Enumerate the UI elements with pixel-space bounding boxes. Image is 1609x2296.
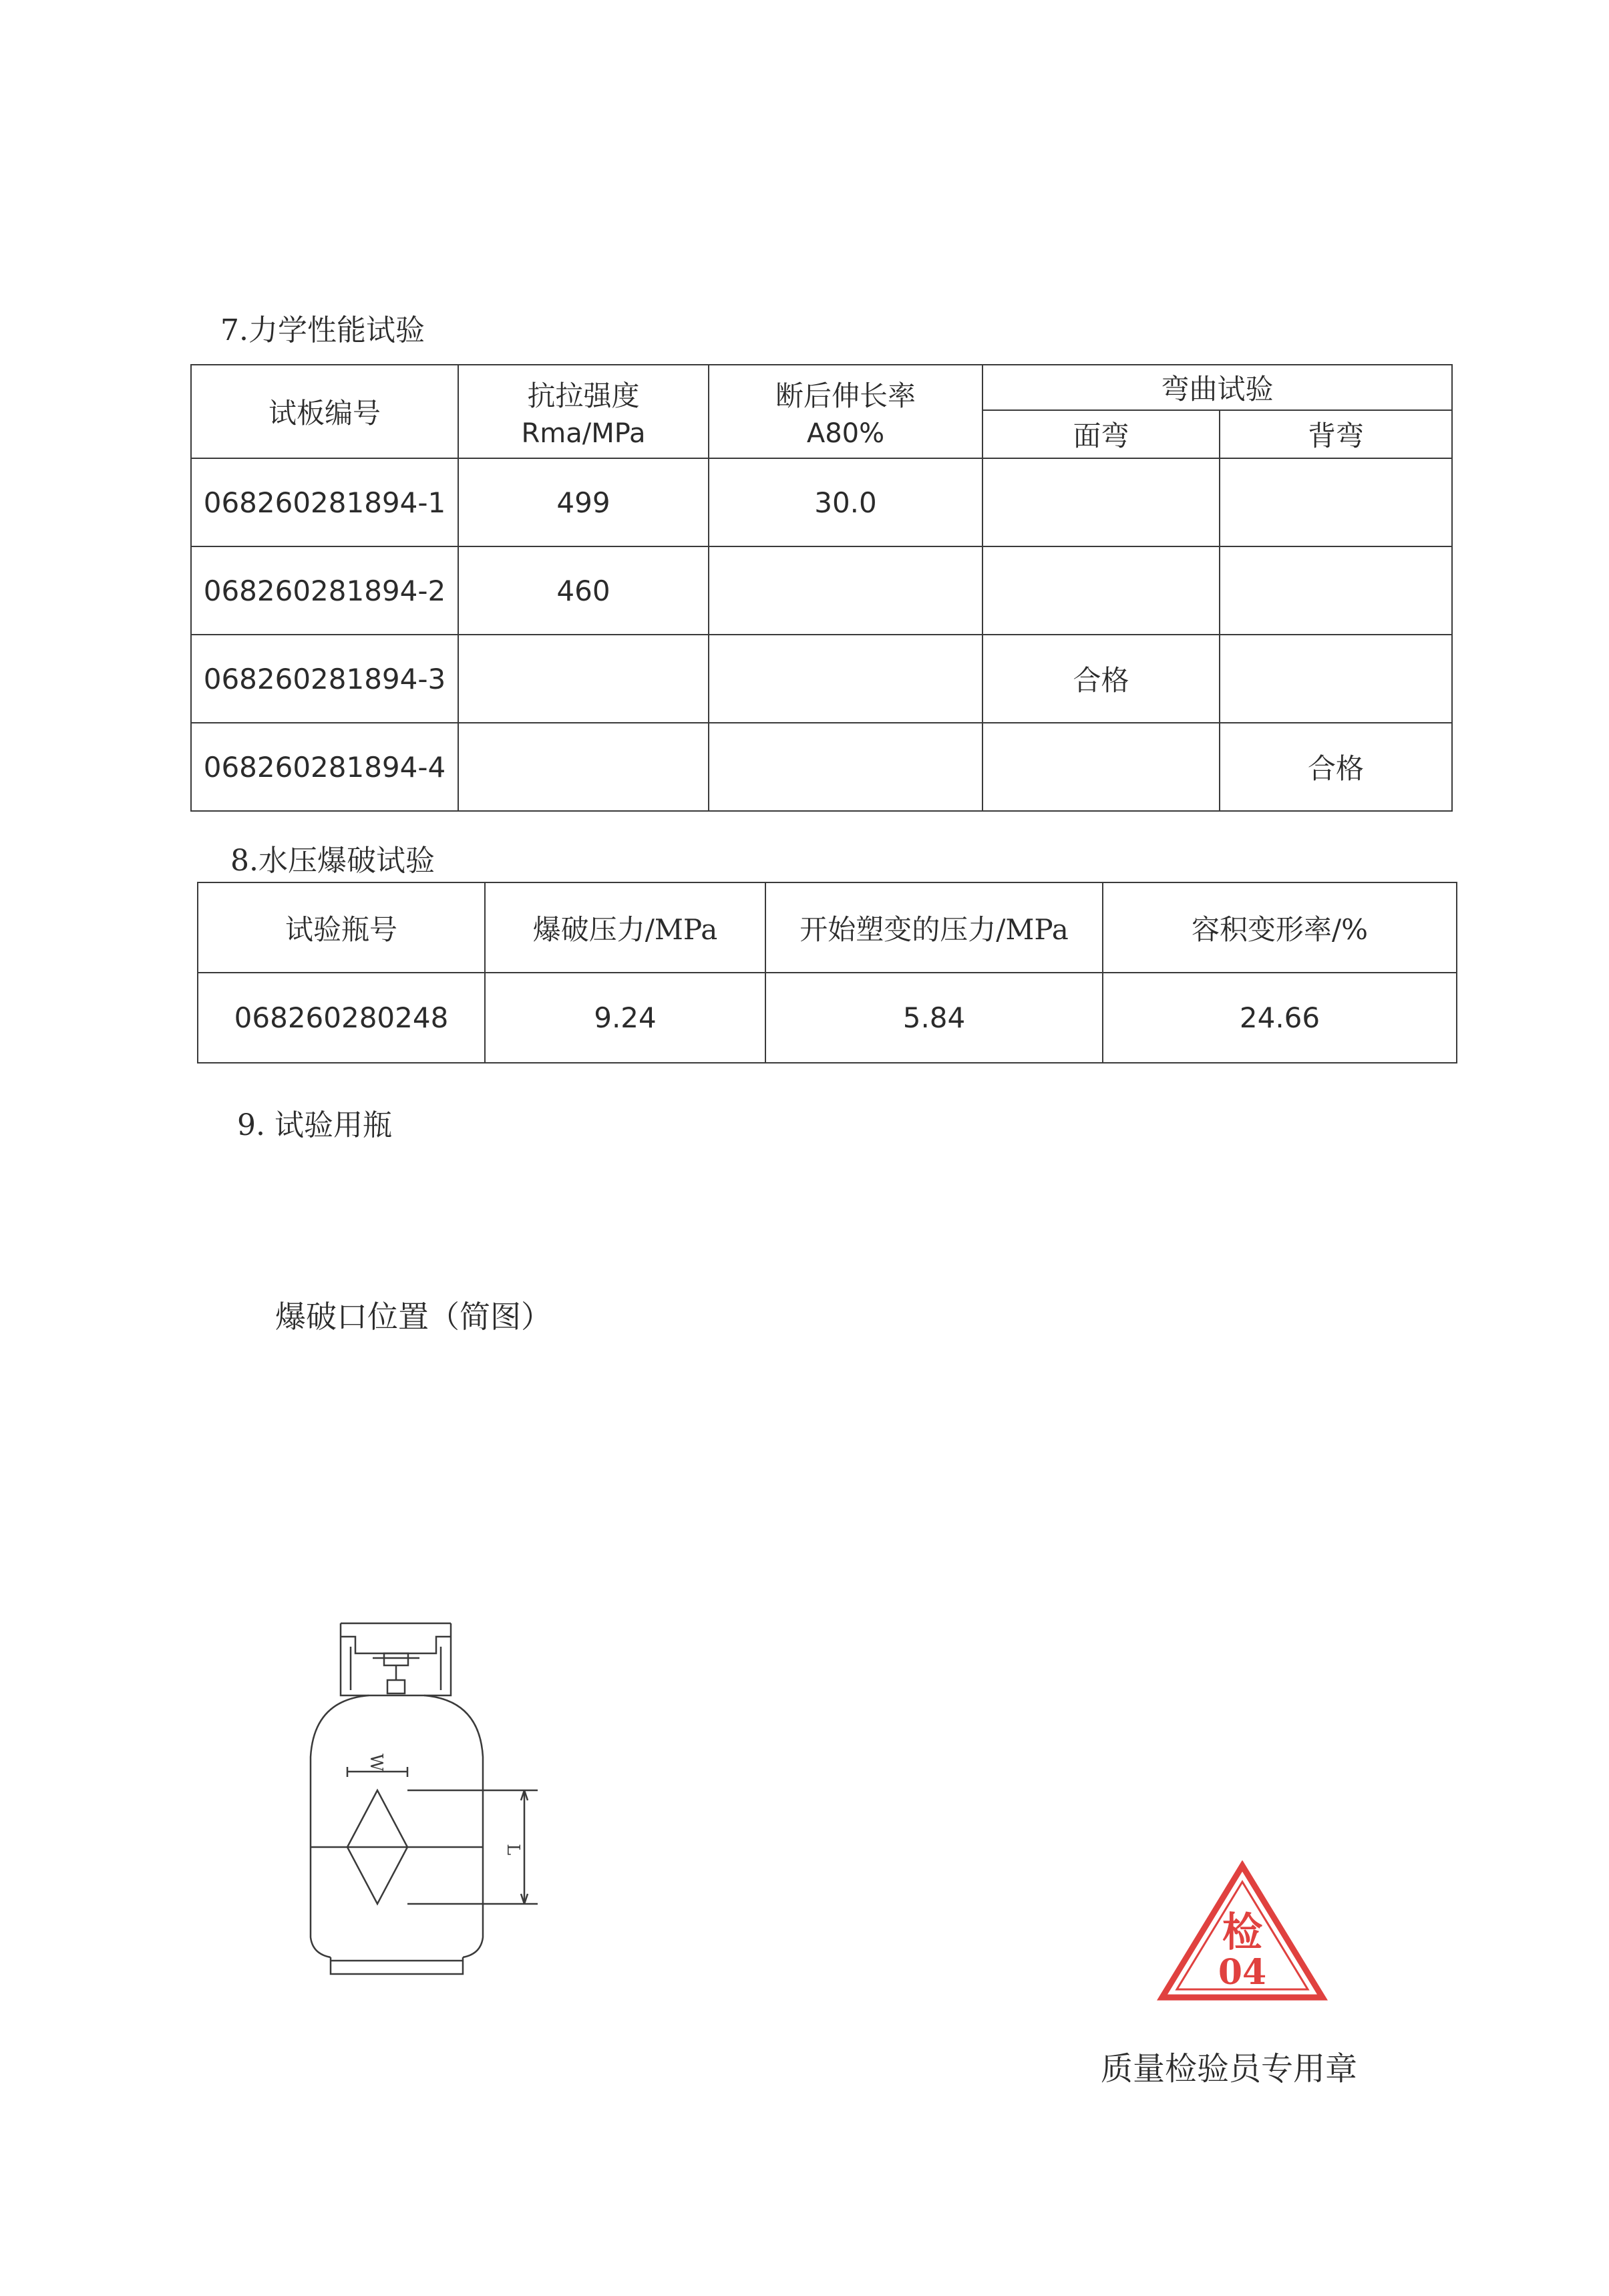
length-label: L [503,1844,523,1856]
tensile-cell [458,635,709,723]
header-face-bend: 面弯 [982,410,1220,458]
elongation-cell [709,723,982,811]
section-8-heading: 8.水压爆破试验 [230,844,435,878]
plate-no-cell: 068260281894-4 [191,723,458,811]
plate-no-cell: 068260281894-3 [191,635,458,723]
table-row [191,458,1452,546]
yield-pressure-cell: 5.84 [765,973,1103,1063]
tensile-cell [458,723,709,811]
header-tensile-unit: Rma/MPa [521,418,646,449]
table-row [198,973,1457,1063]
table-row [191,723,1452,811]
elongation-cell [709,635,982,723]
width-label: W [366,1754,386,1772]
section-7-heading: 7.力学性能试验 [220,313,425,347]
header-yield-pressure: 开始塑变的压力/MPa [765,882,1103,973]
burst-pressure-cell: 9.24 [485,973,765,1063]
face-bend-cell: 合格 [982,635,1220,723]
stamp-char: 检 [1222,1909,1262,1956]
header-elongation-unit: A80% [806,418,885,449]
table-row [191,635,1452,723]
bottle-no-cell: 068260280248 [198,973,485,1063]
header-tensile [458,365,709,458]
header-bend-test: 弯曲试验 [982,365,1452,410]
header-bottle-no: 试验瓶号 [198,882,485,973]
face-bend-cell [982,546,1220,635]
header-burst-pressure: 爆破压力/MPa [485,882,765,973]
back-bend-cell [1220,458,1452,546]
volume-rate-cell: 24.66 [1103,973,1457,1063]
burst-location-caption: 爆破口位置（简图） [275,1299,552,1335]
burst-test-table [197,882,1457,1063]
header-tensile-label: 抗拉强度 [527,379,640,412]
inspector-stamp [1155,1860,1329,2014]
back-bend-cell [1220,635,1452,723]
section-9-heading: 9. 试验用瓶 [237,1108,392,1142]
stamp-number: 04 [1218,1952,1267,1993]
plate-no-cell: 068260281894-2 [191,546,458,635]
face-bend-cell [982,723,1220,811]
header-elongation-label: 断后伸长率 [775,379,916,412]
elongation-cell: 30.0 [709,458,982,546]
header-elongation [709,365,982,458]
face-bend-cell [982,458,1220,546]
tensile-cell: 460 [458,546,709,635]
mechanical-test-table [190,364,1453,812]
header-volume-rate: 容积变形率/% [1103,882,1457,973]
elongation-cell [709,546,982,635]
plate-no-cell: 068260281894-1 [191,458,458,546]
table-row [191,546,1452,635]
header-back-bend: 背弯 [1220,410,1452,458]
back-bend-cell [1220,546,1452,635]
back-bend-cell: 合格 [1220,723,1452,811]
header-plate-no: 试板编号 [191,365,458,458]
stamp-label: 质量检验员专用章 [1101,2050,1358,2088]
cylinder-diagram [294,1617,554,1991]
tensile-cell: 499 [458,458,709,546]
